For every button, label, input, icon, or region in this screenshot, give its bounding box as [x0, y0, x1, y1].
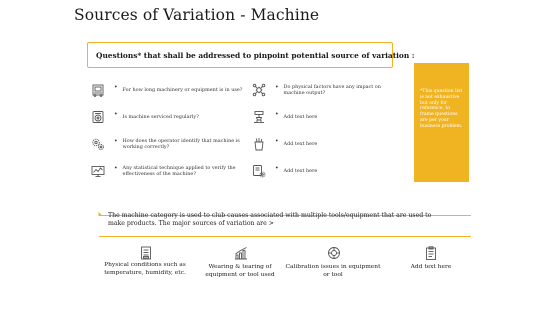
- question-text: Add text here: [283, 141, 318, 147]
- source-label: Add text here: [410, 264, 452, 270]
- question-item: [252, 133, 402, 155]
- page-title: Sources of Variation - Machine: [74, 6, 320, 24]
- side-note: *This question list is not exhaustive but only for reference, to frame questions are per your business problem.: [420, 89, 463, 129]
- questions-header-box: [87, 42, 415, 68]
- calibration-icon: [327, 246, 341, 260]
- bullet: •: [114, 84, 118, 91]
- question-text: Add text here: [283, 114, 318, 120]
- settings-device-icon: [252, 164, 266, 178]
- category-note: The machine category is used to club causes associated with multiple tools/equipment that are used to make products. The major sources of variation are >: [108, 212, 432, 227]
- question-item: [91, 160, 251, 182]
- wear-chart-icon: [234, 246, 248, 260]
- source-label: Wearing & tearing of equipment or tool used: [205, 264, 275, 278]
- question-item: [91, 133, 251, 155]
- bullet: •: [114, 138, 118, 145]
- source-label: Physical conditions such as temperature, humidity, etc.: [104, 262, 186, 276]
- bullet: •: [275, 138, 279, 145]
- bullet: •: [275, 111, 279, 118]
- network-icon: [252, 83, 266, 97]
- press-icon: [252, 110, 266, 124]
- note-arrow-icon: ➤: [97, 211, 103, 218]
- questions-header: Questions* that shall be addressed to pinpoint potential source of variation :: [96, 50, 415, 60]
- question-item: [252, 79, 402, 101]
- toolbox-icon: [252, 137, 266, 151]
- bullet: •: [275, 165, 279, 172]
- question-text: How does the operator identify that machine is working correctly?: [122, 138, 240, 150]
- question-text: For how long machinery or equipment is in use?: [122, 87, 243, 93]
- note-bottom-rule: [99, 236, 471, 237]
- question-text: Is machine serviced regularly?: [122, 114, 199, 120]
- document-icon: [139, 246, 153, 260]
- bullet: •: [114, 165, 118, 172]
- question-item: [252, 106, 402, 128]
- clipboard-icon: [424, 246, 438, 260]
- source-label: Calibration issues in equipment or tool: [285, 264, 381, 278]
- bullet: •: [114, 111, 118, 118]
- bullet: •: [275, 84, 279, 91]
- machinery-icon: [91, 83, 105, 97]
- question-item: [91, 106, 251, 128]
- question-text: Any statistical technique applied to verify the effectiveness of the machine?: [122, 165, 236, 177]
- monitor-chart-icon: [91, 164, 105, 178]
- question-text: Add text here: [283, 168, 318, 174]
- question-text: Do physical factors have any impact on machine output?: [283, 84, 381, 96]
- question-item: [252, 160, 402, 182]
- servicing-icon: [91, 110, 105, 124]
- side-note-panel: [414, 63, 469, 182]
- gears-icon: [91, 137, 105, 151]
- question-item: [91, 79, 251, 101]
